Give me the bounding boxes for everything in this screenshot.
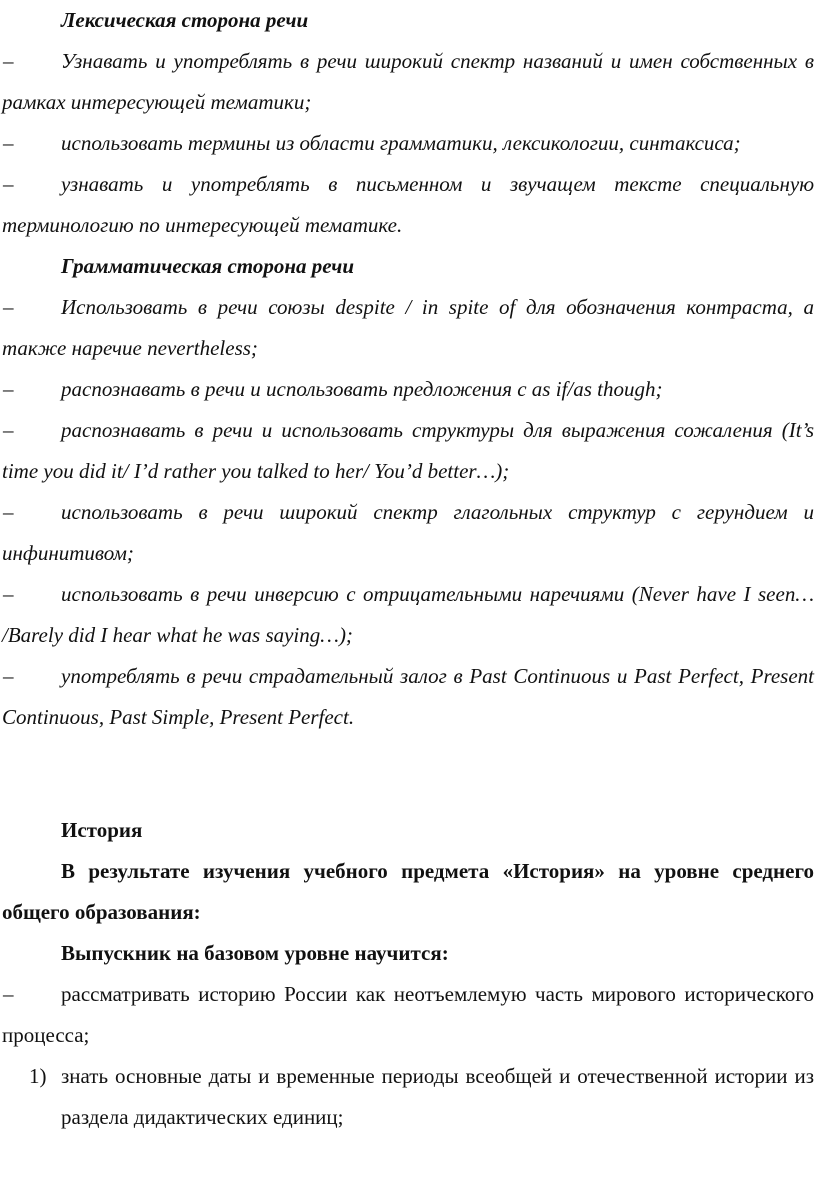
dash-bullet: – bbox=[3, 131, 14, 155]
dash-bullet: – bbox=[3, 500, 14, 524]
list-item-text: распознавать в речи и использовать предложения с as if/as though; bbox=[61, 377, 663, 401]
list-item bbox=[0, 41, 816, 123]
dash-bullet: – bbox=[3, 172, 14, 196]
list-item bbox=[0, 164, 816, 246]
history-intro: В результате изучения учебного предмета «История» на уровне среднего общего образования: bbox=[2, 859, 814, 924]
history-title: История bbox=[61, 818, 143, 842]
list-item-text: использовать термины из области грамматики, лексикологии, синтаксиса; bbox=[61, 131, 741, 155]
list-item-text: употреблять в речи страдательный залог в Past Continuous и Past Perfect, Present Continuous, Past Simple, Present Perfect. bbox=[2, 664, 814, 729]
list-item-text: Использовать в речи союзы despite / in spite of для обозначения контраста, а также наречие nevertheless; bbox=[2, 295, 814, 360]
list-item-text: Узнавать и употреблять в речи широкий спектр названий и имен собственных в рамках интересующей тематики; bbox=[2, 49, 814, 114]
lexical-heading: Лексическая сторона речи bbox=[61, 8, 309, 32]
section-spacer bbox=[0, 738, 816, 810]
list-item-text: узнавать и употреблять в письменном и звучащем тексте специальную терминологию по интересующей тематике. bbox=[2, 172, 814, 237]
list-item bbox=[0, 369, 816, 410]
list-item bbox=[0, 574, 816, 656]
list-item bbox=[0, 492, 816, 574]
list-item-text: распознавать в речи и использовать структуры для выражения сожаления (It’s time you did it/ I’d rather you talked to her/ You’d better…); bbox=[2, 418, 814, 483]
list-item bbox=[0, 123, 816, 164]
dash-bullet: – bbox=[3, 982, 14, 1006]
list-item-text: рассматривать историю России как неотъемлемую часть мирового исторического процесса; bbox=[2, 982, 814, 1047]
list-item-text: использовать в речи широкий спектр глагольных структур с герундием и инфинитивом; bbox=[2, 500, 814, 565]
list-item bbox=[0, 410, 816, 492]
dash-bullet: – bbox=[3, 377, 14, 401]
dash-bullet: – bbox=[3, 582, 14, 606]
dash-bullet: – bbox=[3, 664, 14, 688]
dash-bullet: – bbox=[3, 418, 14, 442]
grammar-heading: Грамматическая сторона речи bbox=[61, 254, 354, 278]
list-item-text: использовать в речи инверсию с отрицательными наречиями (Never have I seen… /Barely did I hear what he was saying…); bbox=[2, 582, 814, 647]
dash-bullet: – bbox=[3, 49, 14, 73]
dash-bullet: – bbox=[3, 295, 14, 319]
list-item bbox=[0, 974, 816, 1056]
list-item bbox=[0, 656, 816, 738]
list-item bbox=[0, 287, 816, 369]
history-subheading: Выпускник на базовом уровне научится: bbox=[61, 941, 449, 965]
numbered-list-item bbox=[0, 1056, 816, 1138]
list-number: 1) bbox=[29, 1064, 47, 1088]
list-item-text: знать основные даты и временные периоды всеобщей и отечественной истории из раздела дидактических единиц; bbox=[61, 1064, 814, 1129]
